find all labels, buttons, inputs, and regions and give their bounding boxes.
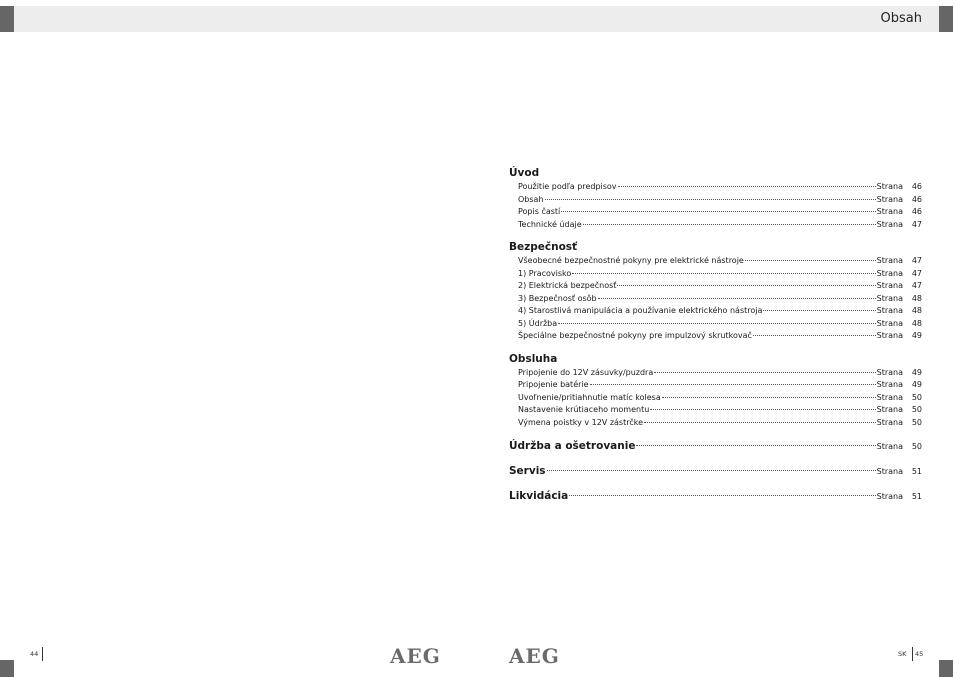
leader-dots xyxy=(644,422,876,423)
corner-mark-bottom-left xyxy=(0,660,14,677)
entry-label: Popis častí xyxy=(518,207,561,216)
section-title: Bezpečnosť xyxy=(509,241,578,253)
entry-label: Pripojenie batérie xyxy=(518,380,589,389)
page-number: 47 xyxy=(911,268,922,278)
page-number: 50 xyxy=(911,442,922,451)
strana-label: Strana xyxy=(876,182,903,191)
strana-label: Strana xyxy=(876,219,903,229)
strana-label: Strana xyxy=(876,331,903,340)
page-number: 49 xyxy=(911,367,922,377)
footer-separator xyxy=(912,647,913,661)
leader-dots xyxy=(617,285,875,286)
entry-label: Použitie podľa predpisov xyxy=(518,182,617,191)
strana-label: Strana xyxy=(876,417,903,427)
right-page-number: 45 xyxy=(915,650,924,658)
toc-entry[interactable] xyxy=(509,367,922,380)
toc-solo-servis[interactable] xyxy=(509,463,922,480)
leader-dots xyxy=(753,335,876,336)
leader-dots xyxy=(662,397,876,398)
leader-dots xyxy=(636,445,875,446)
entry-label: 4) Starostlivá manipulácia a používanie elektrického nástroja xyxy=(518,306,763,315)
language-code: SK xyxy=(898,650,907,658)
toc-entry[interactable] xyxy=(509,219,922,232)
strana-label: Strana xyxy=(876,392,903,402)
strana-label: Strana xyxy=(876,318,903,328)
toc-entry[interactable] xyxy=(509,379,922,392)
section-title: Úvod xyxy=(509,167,540,179)
leader-dots xyxy=(618,186,876,187)
page-number: 46 xyxy=(911,207,922,216)
toc-entry[interactable] xyxy=(509,280,922,293)
leader-dots xyxy=(572,273,875,274)
toc-entry[interactable] xyxy=(509,404,922,417)
strana-label: Strana xyxy=(876,293,903,303)
toc-entry[interactable] xyxy=(509,268,922,281)
page-number: 48 xyxy=(911,318,922,328)
toc-entry[interactable] xyxy=(509,417,922,430)
entry-label: 3) Bezpečnosť osôb xyxy=(518,293,597,303)
page-number: 50 xyxy=(911,405,922,414)
leader-dots xyxy=(598,298,876,299)
strana-label: Strana xyxy=(876,380,903,389)
toc-entry[interactable] xyxy=(509,194,922,207)
page-number: 49 xyxy=(911,380,922,389)
strana-label: Strana xyxy=(876,207,903,216)
toc-entry[interactable] xyxy=(509,392,922,405)
entry-label: Špeciálne bezpečnostné pokyny pre impulzový skrutkovač xyxy=(518,331,752,340)
toc-entry[interactable] xyxy=(509,206,922,219)
page-number: 51 xyxy=(911,467,922,476)
footer-separator xyxy=(42,647,43,661)
entry-label: 5) Údržba xyxy=(518,318,558,328)
strana-label: Strana xyxy=(876,194,903,204)
page-number: 47 xyxy=(911,256,922,265)
entry-label: Pripojenie do 12V zásuvky/puzdra xyxy=(518,367,654,377)
page-number: 47 xyxy=(911,281,922,290)
corner-mark-bottom-right xyxy=(939,660,953,677)
page-number: 46 xyxy=(911,194,922,204)
strana-label: Strana xyxy=(876,268,903,278)
table-of-contents xyxy=(509,166,922,505)
corner-mark-top-right xyxy=(939,6,953,32)
leader-dots xyxy=(583,224,876,225)
entry-label: Výmena poistky v 12V zástrčke xyxy=(518,417,644,427)
strana-label: Strana xyxy=(876,367,903,377)
leader-dots xyxy=(545,199,876,200)
section-title: Likvidácia xyxy=(509,490,569,502)
leader-dots xyxy=(590,384,876,385)
leader-dots xyxy=(650,409,875,410)
strana-label: Strana xyxy=(876,256,903,265)
header-bar xyxy=(14,6,939,32)
toc-section-bezpecnost xyxy=(509,240,922,343)
section-title: Údržba a ošetrovanie xyxy=(509,440,636,452)
aeg-logo-left: AEG xyxy=(390,644,441,668)
strana-label: Strana xyxy=(876,467,903,476)
leader-dots xyxy=(547,470,876,471)
toc-entry[interactable] xyxy=(509,293,922,306)
toc-section-obsluha xyxy=(509,352,922,430)
leader-dots xyxy=(763,310,875,311)
page-number: 48 xyxy=(911,306,922,315)
toc-entry[interactable] xyxy=(509,305,922,318)
strana-label: Strana xyxy=(876,306,903,315)
left-page-number: 44 xyxy=(30,650,39,658)
strana-label: Strana xyxy=(876,492,903,501)
page-number: 50 xyxy=(911,392,922,402)
page-number: 50 xyxy=(911,417,922,427)
leader-dots xyxy=(569,495,875,496)
toc-entry[interactable] xyxy=(509,255,922,268)
aeg-logo-right: AEG xyxy=(509,644,560,668)
toc-entry[interactable] xyxy=(509,330,922,343)
section-title: Servis xyxy=(509,465,546,477)
toc-entry[interactable] xyxy=(509,318,922,331)
page-number: 47 xyxy=(911,219,922,229)
page-number: 48 xyxy=(911,293,922,303)
strana-label: Strana xyxy=(876,405,903,414)
entry-label: Nastavenie krútiaceho momentu xyxy=(518,405,650,414)
section-title: Obsluha xyxy=(509,352,558,365)
page-number: 49 xyxy=(911,331,922,340)
leader-dots xyxy=(745,260,876,261)
entry-label: 1) Pracovisko xyxy=(518,268,572,278)
strana-label: Strana xyxy=(876,442,903,451)
toc-section-uvod xyxy=(509,166,922,231)
entry-label: Obsah xyxy=(518,194,544,204)
toc-entry[interactable] xyxy=(509,181,922,194)
page-number: 46 xyxy=(911,182,922,191)
page-number: 51 xyxy=(911,492,922,501)
entry-label: Všeobecné bezpečnostné pokyny pre elektrické nástroje xyxy=(518,256,744,265)
entry-label: Uvoľnenie/pritiahnutie matíc kolesa xyxy=(518,392,661,402)
leader-dots xyxy=(558,323,875,324)
entry-label: 2) Elektrická bezpečnosť xyxy=(518,281,617,290)
page-title: Obsah xyxy=(880,11,922,26)
leader-dots xyxy=(561,211,875,212)
toc-solo-likvidacia[interactable] xyxy=(509,488,922,505)
corner-mark-top-left xyxy=(0,6,14,32)
entry-label: Technické údaje xyxy=(518,219,582,229)
leader-dots xyxy=(654,372,875,373)
strana-label: Strana xyxy=(876,281,903,290)
toc-solo-udrzba[interactable] xyxy=(509,438,922,455)
